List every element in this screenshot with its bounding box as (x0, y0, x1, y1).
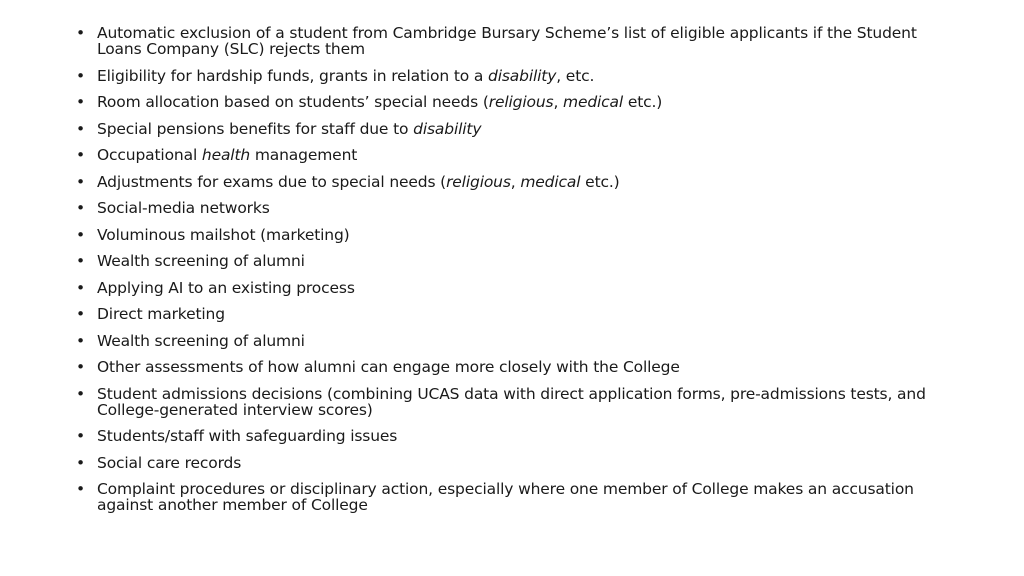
item-text: etc.) (580, 172, 620, 191)
list-item (76, 147, 956, 163)
list-item (76, 481, 956, 513)
item-text: Direct marketing (97, 305, 225, 323)
item-text: Social-media networks (97, 199, 270, 217)
bullet-dot: • (76, 305, 85, 323)
item-text: Other assessments of how alumni can engage more closely with the College (97, 358, 680, 376)
bullet-dot: • (76, 384, 85, 403)
bullet-dot: • (76, 146, 85, 164)
item-text: Wealth screening of alumni (97, 252, 305, 270)
item-text: Occupational (97, 146, 202, 164)
italic-text: religious (446, 172, 511, 191)
list-item (76, 174, 956, 190)
italic-text: disability (413, 119, 482, 138)
item-text: Student admissions decisions (combining UCAS data with direct application forms, pre-admissions tests, and College-generated interview scores) (97, 384, 926, 419)
list-item (76, 253, 956, 269)
item-text: etc.) (623, 93, 663, 111)
list-item (76, 200, 956, 216)
item-text: Special pensions benefits for staff due to (97, 119, 414, 138)
item-text: , (553, 93, 563, 111)
item-text: Eligibility for hardship funds, grants in relation to a (97, 66, 489, 85)
item-text: Adjustments for exams due to special needs ( (97, 172, 447, 191)
italic-text: disability (488, 66, 557, 85)
bullet-dot: • (76, 119, 85, 138)
item-text: management (250, 146, 358, 164)
item-text: Applying AI to an existing process (97, 278, 355, 297)
item-text: Voluminous mailshot (marketing) (97, 225, 350, 244)
item-text: Wealth screening of alumni (97, 331, 305, 350)
bullet-list (76, 25, 956, 524)
bullet-dot: • (76, 93, 85, 111)
bullet-dot: • (76, 24, 85, 42)
bullet-dot: • (76, 252, 85, 270)
list-item (76, 428, 956, 444)
list-item (76, 68, 956, 84)
italic-text: medical (563, 93, 624, 111)
bullet-dot: • (76, 331, 85, 350)
list-item (76, 306, 956, 322)
item-text: , (510, 172, 521, 191)
italic-text: medical (520, 172, 581, 191)
italic-text: health (201, 146, 251, 164)
bullet-dot: • (76, 199, 85, 217)
list-item (76, 94, 956, 110)
item-text: , etc. (556, 66, 595, 85)
bullet-dot: • (76, 427, 85, 445)
item-text: Students/staff with safeguarding issues (97, 427, 398, 445)
bullet-dot: • (76, 453, 85, 472)
list-item (76, 227, 956, 243)
item-text: Complaint procedures or disciplinary action, especially where one member of College makes an accusation against another member of College (97, 480, 914, 514)
item-text: Automatic exclusion of a student from Cambridge Bursary Scheme’s list of eligible applicants if the Student Loans Company (SLC) rejects them (97, 24, 917, 58)
bullet-dot: • (76, 225, 85, 244)
list-item (76, 333, 956, 349)
bullet-dot: • (76, 172, 85, 191)
item-text: Room allocation based on students’ special needs ( (97, 93, 489, 111)
bullet-dot: • (76, 358, 85, 376)
list-item (76, 280, 956, 296)
bullet-dot: • (76, 66, 85, 85)
item-text: Social care records (97, 453, 242, 472)
italic-text: religious (488, 93, 554, 111)
list-item (76, 455, 956, 471)
list-item (76, 25, 956, 57)
bullet-dot: • (76, 480, 85, 498)
list-item (76, 359, 956, 375)
list-item (76, 386, 956, 418)
list-item (76, 121, 956, 137)
bullet-dot: • (76, 278, 85, 297)
